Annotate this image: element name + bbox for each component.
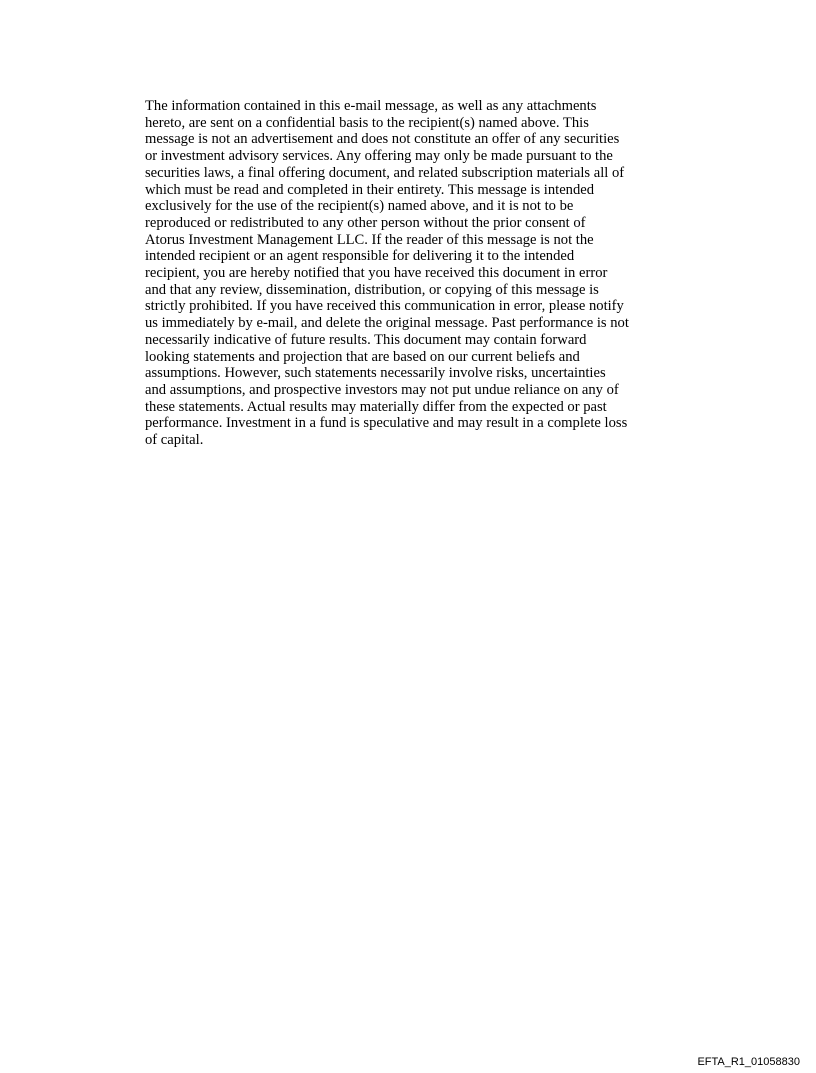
disclaimer-line: Atorus Investment Management LLC. If the reader of this message is not the (145, 231, 594, 248)
disclaimer-line: and that any review, dissemination, distribution, or copying of this message is (145, 281, 599, 298)
disclaimer-line: securities laws, a final offering document, and related subscription materials all of (145, 164, 625, 181)
disclaimer-line: strictly prohibited. If you have received this communication in error, please notify (145, 298, 624, 315)
disclaimer-line: which must be read and completed in their entirety. This message is intended (145, 181, 595, 198)
disclaimer-line: exclusively for the use of the recipient(s) named above, and it is not to be (145, 198, 574, 215)
disclaimer-line: looking statements and projection that are based on our current beliefs and (145, 348, 580, 365)
disclaimer-line: performance. Investment in a fund is speculative and may result in a complete loss (145, 415, 628, 432)
disclaimer-line: intended recipient or an agent responsible for delivering it to the intended (145, 248, 575, 265)
bates-number: EFTA_R1_01058830 (697, 1056, 800, 1068)
disclaimer-line: these statements. Actual results may materially differ from the expected or past (145, 398, 607, 415)
disclaimer-line: message is not an advertisement and does not constitute an offer of any securities (145, 131, 620, 148)
disclaimer-line: and assumptions, and prospective investors may not put undue reliance on any of (145, 381, 619, 398)
disclaimer-line: reproduced or redistributed to any other person without the prior consent of (145, 214, 586, 231)
disclaimer-line: recipient, you are hereby notified that you have received this document in error (145, 265, 608, 282)
disclaimer-line: of capital. (145, 432, 204, 449)
disclaimer-line: hereto, are sent on a confidential basis to the recipient(s) named above. This (145, 114, 589, 131)
disclaimer-line: or investment advisory services. Any offering may only be made pursuant to the (145, 148, 613, 165)
disclaimer-line: The information contained in this e-mail message, as well as any attachments (145, 98, 597, 114)
disclaimer-line: necessarily indicative of future results. This document may contain forward (145, 331, 587, 348)
disclaimer-line: us immediately by e-mail, and delete the original message. Past performance is not (145, 315, 629, 332)
confidentiality-disclaimer (145, 98, 685, 449)
disclaimer-line: assumptions. However, such statements necessarily involve risks, uncertainties (145, 365, 606, 382)
